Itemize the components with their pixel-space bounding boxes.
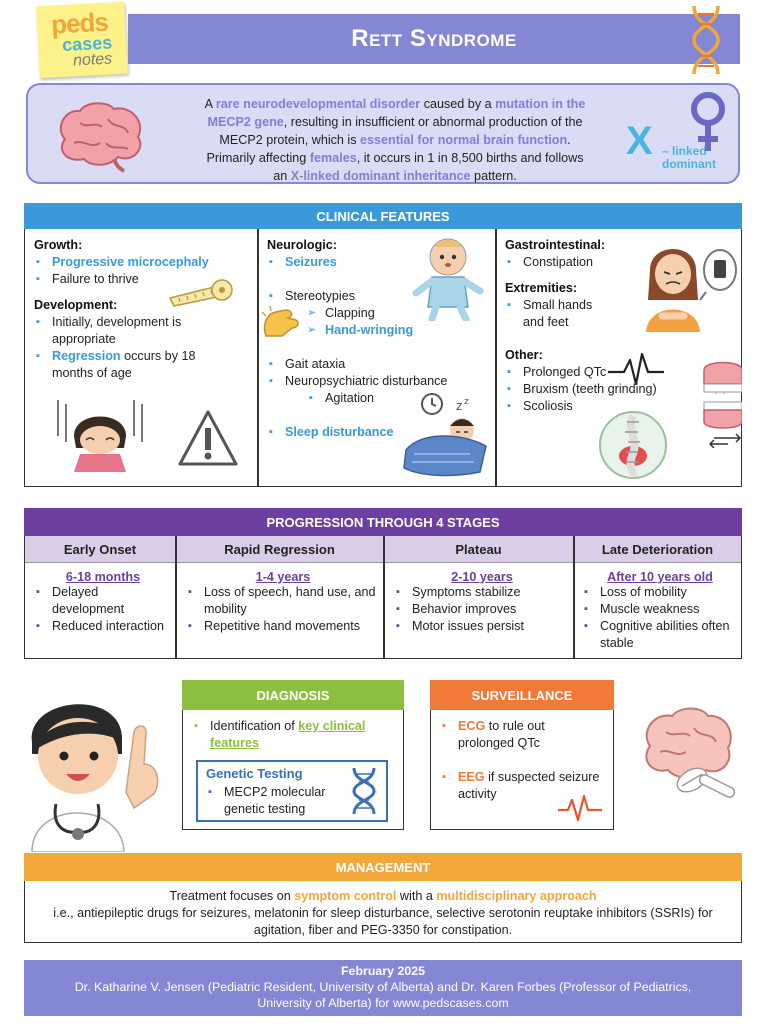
list-item: ➢ Hand-wringing: [267, 322, 493, 339]
stage-early-onset: [34, 570, 172, 635]
stage-range: 1-4 years: [255, 570, 311, 584]
list-item: ▪ Cognitive abilities often stable: [582, 618, 738, 652]
divider: [383, 536, 385, 659]
list-item: ▪ MECP2 molecular genetic testing: [206, 784, 346, 818]
svg-text:z: z: [464, 397, 469, 407]
management-summary: Treatment focuses on symptom control with a multidisciplinary approach: [169, 889, 597, 903]
management-text: [30, 888, 736, 939]
list-item: ▪ Symptoms stabilize: [394, 584, 570, 601]
title-bar: [128, 14, 740, 64]
stage-range: After 10 years old: [607, 570, 713, 584]
stomach-ache-icon: [640, 240, 738, 332]
management-detail: i.e., antiepileptic drugs for seizures, melatonin for sleep disturbance, selective serotonin reuptake inhibitors (SSRIs) for agitation, fiber and PEG-3350 for constipation.: [53, 906, 713, 937]
sleeping-child-icon: [400, 396, 492, 478]
list-item: ▪ Repetitive hand movements: [186, 618, 380, 635]
diagnosis-header: DIAGNOSIS: [182, 680, 404, 710]
list-item: ▪ EEG if suspected seizure activity: [440, 769, 600, 803]
surveillance-list: [440, 718, 600, 803]
divider: [175, 536, 177, 659]
list-item: ▪ Neuropsychiatric disturbance: [267, 373, 493, 390]
footer: [24, 960, 742, 1016]
diagnosis-list: [192, 718, 402, 752]
list-item: ▪ Constipation: [505, 254, 737, 271]
list-item: ▪ Muscle weakness: [582, 601, 738, 618]
female-symbol-icon: [686, 89, 730, 155]
list-item: ▪ Loss of speech, hand use, and mobility: [186, 584, 380, 618]
genetic-testing-list: [206, 784, 346, 818]
list-item: ▪ Gait ataxia: [267, 356, 493, 373]
list-item: ▪ Identification of key clinical features: [192, 718, 402, 752]
list-item: ▪ Reduced interaction: [34, 618, 172, 635]
intro-panel: [26, 83, 740, 184]
brain-icon: [50, 99, 150, 173]
heartbeat-icon: [606, 350, 666, 390]
list-item: ▪ Loss of mobility: [582, 584, 738, 601]
clinical-features-header: CLINICAL FEATURES: [24, 203, 742, 229]
list-item: ▪ Progressive microcephaly: [34, 254, 252, 271]
surveillance-header: SURVEILLANCE: [430, 680, 614, 710]
x-letter: X: [626, 119, 653, 163]
growth-development-column: [34, 237, 252, 382]
stage-plateau: [394, 570, 570, 635]
list-item: ▪ Motor issues persist: [394, 618, 570, 635]
intro-text: A rare neurodevelopmental disorder caused by a mutation in the MECP2 gene, resulting in insufficient or abnormal production of the MECP2 protein, which is essential for normal brain function. Primarily affecting females, it occurs in 1 in 8,500 births and follows an X-linked dominant inheritance pattern.: [204, 97, 586, 183]
x-linked-label: – linked dominant: [662, 144, 716, 171]
list-item: ▪ Seizures: [267, 254, 493, 271]
list-item: ▪ Scoliosis: [505, 398, 737, 415]
stages-header: PROGRESSION THROUGH 4 STAGES: [24, 508, 742, 536]
spine-icon: [598, 410, 668, 480]
footer-credits: Dr. Katharine V. Jensen (Pediatric Resident, University of Alberta) and Dr. Karen Forbes (Professor of Pediatrics, University of Alberta) for www.pedscases.com: [74, 980, 692, 1010]
stage-name: Rapid Regression: [176, 536, 383, 563]
stage-name: Plateau: [384, 536, 573, 563]
development-heading: Development:: [34, 298, 118, 312]
clapping-hands-icon: [260, 306, 300, 342]
stage-rapid-regression: [186, 570, 380, 635]
stage-name: Early Onset: [25, 536, 175, 563]
doctor-icon: [22, 684, 162, 852]
list-item: ➢ Clapping: [267, 305, 493, 322]
growth-heading: Growth:: [34, 238, 83, 252]
dna-icon: [686, 4, 726, 76]
measuring-tape-icon: [168, 278, 234, 308]
neurologic-heading: Neurologic:: [267, 238, 337, 252]
stage-late-deterioration: [582, 570, 738, 652]
list-item: ▪ Regression occurs by 18 months of age: [34, 348, 252, 382]
other-heading: Other:: [505, 348, 543, 362]
ecg-wave-icon: [556, 792, 604, 824]
pedscases-logo: peds cases notes: [36, 2, 128, 79]
warning-icon: [176, 408, 240, 470]
list-item: ▪ Stereotypies: [267, 288, 493, 305]
extremities-heading: Extremities:: [505, 281, 578, 295]
page-title: Rett Syndrome: [351, 25, 517, 52]
stage-range: 2-10 years: [451, 570, 513, 584]
stage-name: Late Deterioration: [574, 536, 741, 563]
baby-seizure-icon: [412, 233, 484, 321]
list-item: ▪ Initially, development is appropriate: [34, 314, 252, 348]
dna-icon: [350, 766, 378, 816]
gi-heading: Gastrointestinal:: [505, 238, 606, 252]
brain-pills-icon: [636, 706, 740, 798]
divider: [495, 229, 497, 487]
teeth-icon: [700, 358, 742, 448]
list-item: ▪ Failure to thrive: [34, 271, 252, 288]
list-item: ▪ Small hands and feet: [505, 297, 601, 331]
list-item: ▪ Delayed development: [34, 584, 172, 618]
list-item: ▪ Agitation: [267, 390, 493, 407]
crying-child-icon: [50, 396, 150, 472]
footer-date: February 2025: [340, 964, 426, 978]
list-item: ▪ Sleep disturbance: [267, 424, 493, 441]
svg-text:z: z: [456, 399, 463, 413]
divider: [257, 229, 259, 487]
genetic-testing-title: Genetic Testing: [206, 766, 303, 781]
stage-range: 6-18 months: [65, 570, 141, 584]
list-item: ▪ Bruxism (teeth grinding): [505, 381, 737, 398]
list-item: ▪ Prolonged QTc: [505, 364, 737, 381]
management-header: MANAGEMENT: [24, 853, 742, 881]
list-item: ▪ ECG to rule out prolonged QTc: [440, 718, 600, 752]
divider: [573, 536, 575, 659]
list-item: ▪ Behavior improves: [394, 601, 570, 618]
